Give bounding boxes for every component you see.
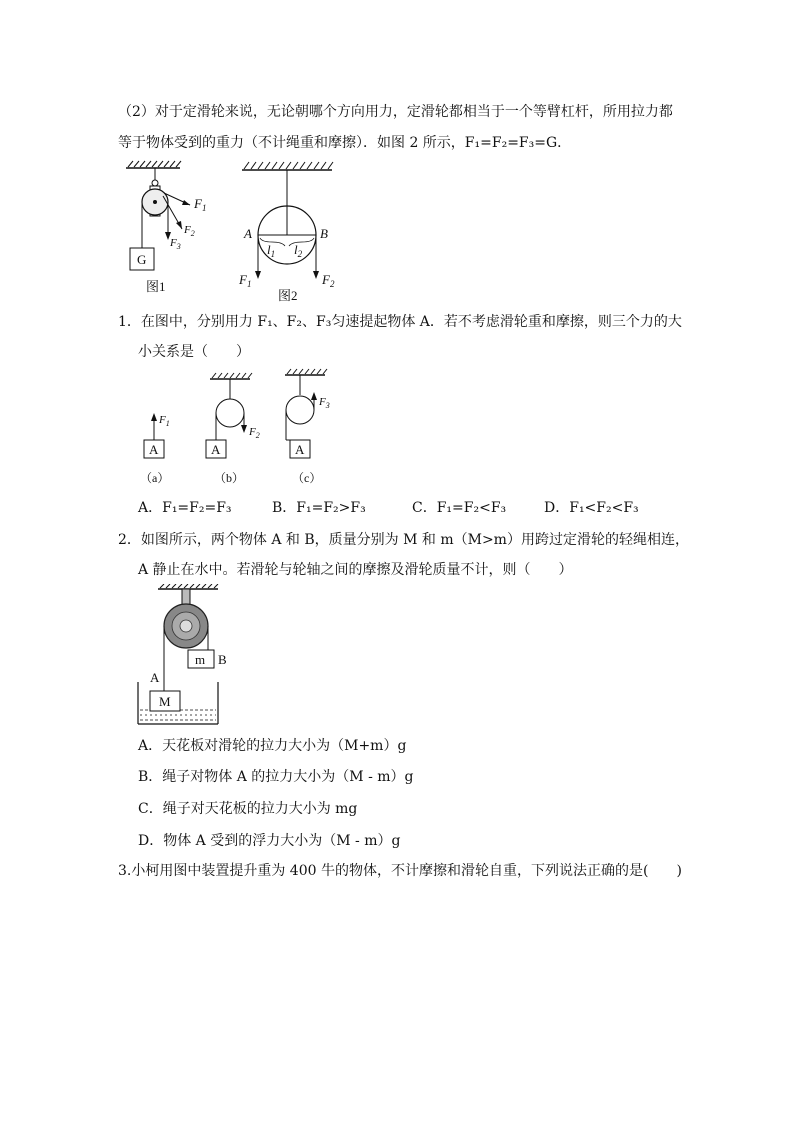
- svg-text:A: A: [244, 226, 252, 241]
- q2-line-2: A 静止在水中。若滑轮与轮轴之间的摩擦及滑轮质量不计，则（ ）: [138, 562, 573, 578]
- ceiling-hatch: [128, 161, 181, 167]
- q1-line-2: 小关系是（ ）: [138, 344, 250, 360]
- svg-text:F3: $F_3$: [170, 237, 181, 251]
- q1-option-d[interactable]: D．F₁<F₂<F₃: [544, 500, 639, 516]
- svg-text:F3: $F_3$: [319, 396, 330, 410]
- svg-text:F2: $F_2$: [184, 224, 195, 238]
- figure-1-caption: 图1: [146, 279, 166, 294]
- q1-figure-c: [285, 369, 330, 485]
- q1-option-c[interactable]: C．F₁=F₂<F₃: [412, 500, 507, 516]
- svg-text:B: B: [320, 226, 328, 241]
- svg-text:m: m: [195, 652, 206, 667]
- svg-text:A: A: [295, 442, 305, 457]
- q1-figures: [130, 365, 340, 490]
- svg-text:l1: $l_1$: [267, 242, 276, 259]
- weight-label: G: [137, 252, 147, 267]
- q2-option-a[interactable]: A．天花板对滑轮的拉力大小为（M+m）g: [138, 738, 407, 754]
- q1-option-b[interactable]: B．F₁=F₂>F₃: [272, 500, 366, 516]
- q1-line-1: 1．在图中，分别用力 F₁、F₂、F₃匀速提起物体 A．若不考虑滑轮重和摩擦，则三个力的大: [118, 314, 682, 330]
- figure-1: [118, 158, 228, 300]
- q2-line-1: 2．如图所示，两个物体 A 和 B，质量分别为 M 和 m（M>m）用跨过定滑轮的轻绳相连，: [118, 532, 689, 548]
- svg-text:A: A: [211, 442, 221, 457]
- svg-text:F1: $F_1$: [194, 196, 207, 213]
- svg-text:（a）: （a）: [140, 471, 170, 485]
- svg-text:F2: $F_2$: [322, 272, 335, 289]
- svg-text:F1: $F_1$: [239, 272, 252, 289]
- svg-text:M: M: [159, 694, 171, 709]
- svg-text:F2: $F_2$: [249, 426, 260, 440]
- svg-text:（c）: （c）: [292, 471, 322, 485]
- svg-text:A: A: [149, 442, 159, 457]
- ceiling-hatch: [160, 584, 218, 588]
- q1-option-a[interactable]: A．F₁=F₂=F₃: [138, 500, 232, 516]
- svg-text:A: A: [150, 670, 160, 685]
- figure-2-caption: 图2: [278, 288, 298, 303]
- q2-figure: [136, 584, 246, 729]
- q2-option-c[interactable]: C．绳子对天花板的拉力大小为 mg: [138, 801, 358, 817]
- ceiling-hatch: [244, 162, 333, 169]
- svg-text:B: B: [218, 652, 227, 667]
- q1-figure-b: [206, 373, 260, 485]
- q2-option-d[interactable]: D．物体 A 受到的浮力大小为（M - m）g: [138, 833, 401, 849]
- svg-text:F1: $F_1$: [159, 414, 170, 428]
- intro-line-1: （2）对于定滑轮来说，无论朝哪个方向用力，定滑轮都相当于一个等臂杠杆，所用拉力都: [118, 104, 673, 120]
- svg-text:l2: $l_2$: [294, 242, 303, 259]
- q1-figure-a: [140, 413, 170, 485]
- figure-2: [232, 158, 352, 306]
- intro-line-2: 等于物体受到的重力（不计绳重和摩擦）．如图 2 所示，F₁=F₂=F₃=G．: [118, 135, 572, 151]
- q2-option-b[interactable]: B．绳子对物体 A 的拉力大小为（M - m）g: [138, 769, 414, 785]
- svg-text:（b）: （b）: [214, 471, 245, 485]
- q3-line-1: 3.小柯用图中装置提升重为 400 牛的物体，不计摩擦和滑轮自重，下列说法正确的是( ): [118, 863, 682, 879]
